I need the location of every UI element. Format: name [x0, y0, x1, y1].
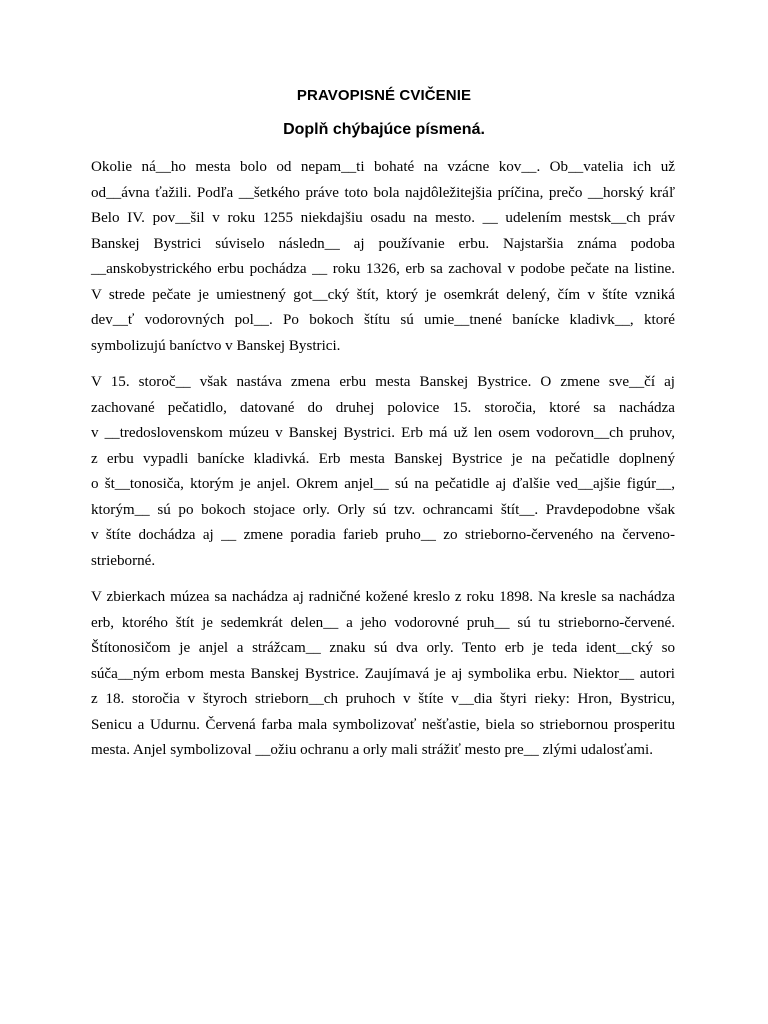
text-line: Štítonosičom je anjel a strážcam__ znaku sú dva orly. Tento erb je teda ident__cký so: [91, 640, 675, 656]
paragraph-3: [91, 585, 675, 764]
document-title: PRAVOPISNÉ CVIČENIE: [296, 87, 472, 104]
text-line: z erbu vypadli banícke kladivká. Erb mesta Banskej Bystrice je na pečatidle doplnený: [91, 450, 675, 467]
text-line: symbolizujú baníctvo v Banskej Bystrici.: [91, 337, 341, 354]
text-line: V zbierkach múzea sa nachádza aj radničné kožené kreslo z roku 1898. Na kresle sa nachádza: [91, 589, 675, 605]
text-line: od__ávna ťažili. Podľa __šetkého práve toto bola najdôležitejšia príčina, prečo __horský kráľ: [91, 184, 675, 201]
text-line: súča__ným erbom mesta Banskej Bystrice. Zaujímavá je aj symbolika erbu. Niektor__ autori: [91, 665, 675, 682]
text-line: V strede pečate je umiestnený got__cký štít, ktorý je osemkrát delený, čím v štíte vzniká: [91, 286, 675, 303]
text-line: v štíte dochádza aj __ zmene poradia farieb pruho__ zo strieborno-červeného na červeno-: [91, 527, 675, 543]
text-line: Belo IV. pov__šil v roku 1255 niekdajšiu osadu na mesto. __ udelením mestsk__ch práv: [91, 210, 675, 226]
text-line: strieborné.: [91, 552, 156, 569]
text-line: Banskej Bystrici súviselo následn__ aj používanie erbu. Najstaršia známa podoba: [91, 235, 675, 252]
paragraph-2: [91, 370, 675, 574]
text-line: z 18. storočia v štyroch strieborn__ch pruhoch v štíte v__dia štyri rieky: Hron, Bystricu,: [91, 691, 675, 707]
document-subtitle: Doplň chýbajúce písmená.: [283, 121, 485, 138]
paragraph-1: [91, 155, 675, 359]
text-line: v __tredoslovenskom múzeu v Banskej Bystrici. Erb má už len osem vodorovn__ch pruhov,: [91, 425, 675, 441]
text-line: __anskobystrického erbu pochádza __ roku 1326, erb sa zachoval v podobe pečate na listine.: [91, 261, 675, 277]
text-line: Senicu a Udurnu. Červená farba mala symbolizovať nešťastie, biela so striebornou prosperitu: [91, 716, 675, 733]
text-line: Okolie ná__ho mesta bolo od nepam__ti bohaté na vzácne kov__. Ob__vatelia ich už: [91, 159, 675, 175]
text-line: mesta. Anjel symbolizoval __ožiu ochranu a orly mali strážiť mesto pre__ zlými udalosťami.: [91, 742, 654, 758]
text-line: V 15. storoč__ však nastáva zmena erbu mesta Banskej Bystrice. O zmene sve__čí aj: [91, 374, 675, 390]
document-body: [91, 155, 675, 775]
text-line: ktorým__ sú po bokoch stojace orly. Orly sú tzv. ochrancami štít__. Pravdepodobne však: [91, 501, 675, 518]
text-line: dev__ť vodorovných pol__. Po bokoch štítu sú umie__tnené banícke kladivk__, ktoré: [91, 312, 675, 328]
text-line: zachované pečatidlo, datované do druhej polovice 15. storočia, ktoré sa nachádza: [91, 399, 675, 416]
text-line: o št__tonosiča, ktorým je anjel. Okrem anjel__ sú na pečatidle aj ďalšie ved__ajšie figúr__,: [91, 476, 675, 492]
text-line: erb, ktorého štít je sedemkrát delen__ a jeho vodorovné pruh__ sú tu strieborno-červené.: [91, 614, 675, 631]
